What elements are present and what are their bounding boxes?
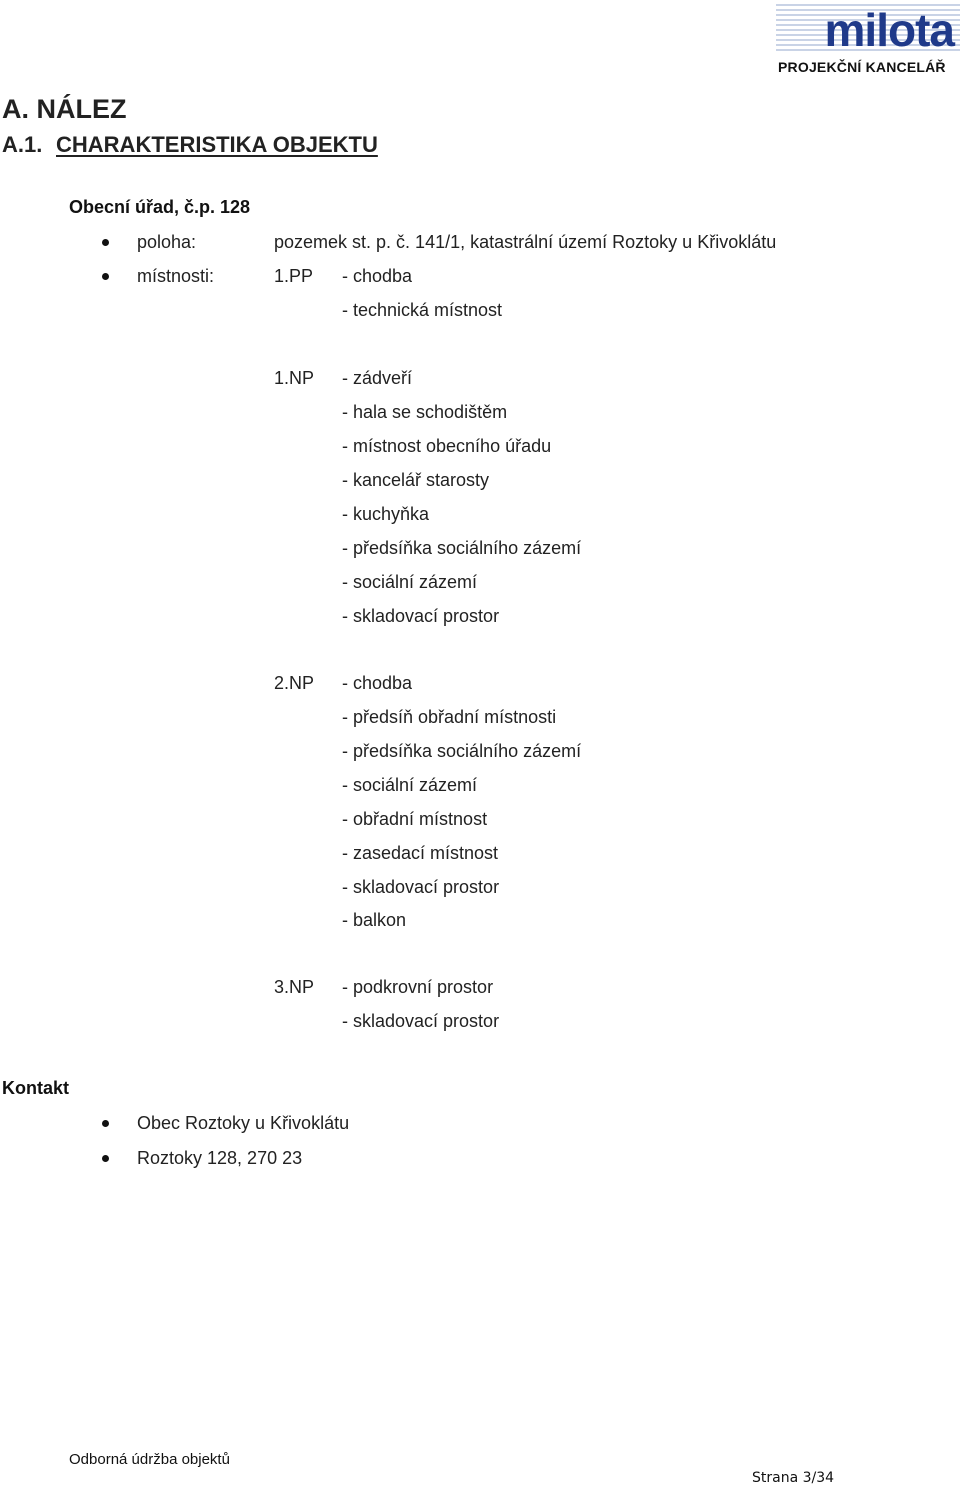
floor-name: 1.NP [274,368,315,388]
room-item: - předsíňka sociálního zázemí [342,741,582,761]
room-item: - obřadní místnost [342,809,488,829]
room-item: - předsíňka sociálního zázemí [342,538,582,558]
room-item: - skladovací prostor [342,877,500,897]
logo-graphic [776,2,960,54]
location-value: pozemek st. p. č. 141/1, katastrální území Roztoky u Křivoklátu [274,232,777,252]
room-item: - balkon [342,910,407,930]
page-number: Strana 3/34 [752,1470,835,1486]
room-item: - hala se schodištěm [342,402,508,422]
room-item: - podkrovní prostor [342,977,494,997]
room-item: - chodba [342,673,413,693]
contact-line: Roztoky 128, 270 23 [137,1148,303,1168]
bullet-icon [102,273,109,280]
logo-wordmark: milota [824,4,954,54]
contact-line: Obec Roztoky u Křivoklátu [137,1113,350,1133]
contact-heading: Kontakt [2,1078,69,1098]
floor-name: 1.PP [274,266,314,286]
bullet-icon [102,1155,109,1162]
room-item: - chodba [342,266,413,286]
office-label: PROJEKČNÍ KANCELÁŘ [778,59,946,75]
room-item: - skladovací prostor [342,606,500,626]
room-item: - zasedací místnost [342,843,499,863]
room-item: - sociální zázemí [342,572,478,592]
room-item: - kuchyňka [342,504,430,524]
object-title: Obecní úřad, č.p. 128 [69,197,251,217]
room-item: - sociální zázemí [342,775,478,795]
room-item: - kancelář starosty [342,470,490,490]
rooms-label: místnosti: [137,266,215,286]
subsection-title: CHARAKTERISTIKA OBJEKTU [56,132,378,157]
room-item: - zádveří [342,368,413,388]
bullet-icon [102,1120,109,1127]
room-item: - předsíň obřadní místnosti [342,707,557,727]
floor-name: 3.NP [274,977,315,997]
floor-name: 2.NP [274,673,315,693]
subsection-heading [2,132,378,158]
location-label: poloha: [137,232,197,252]
footer-title: Odborná údržba objektů [69,1451,230,1468]
subsection-number: A.1. [2,132,43,157]
room-item: - skladovací prostor [342,1011,500,1031]
room-item: - místnost obecního úřadu [342,436,552,456]
bullet-icon [102,239,109,246]
section-heading: A. NÁLEZ [2,94,127,124]
room-item: - technická místnost [342,300,503,320]
milota-logo [776,2,960,54]
